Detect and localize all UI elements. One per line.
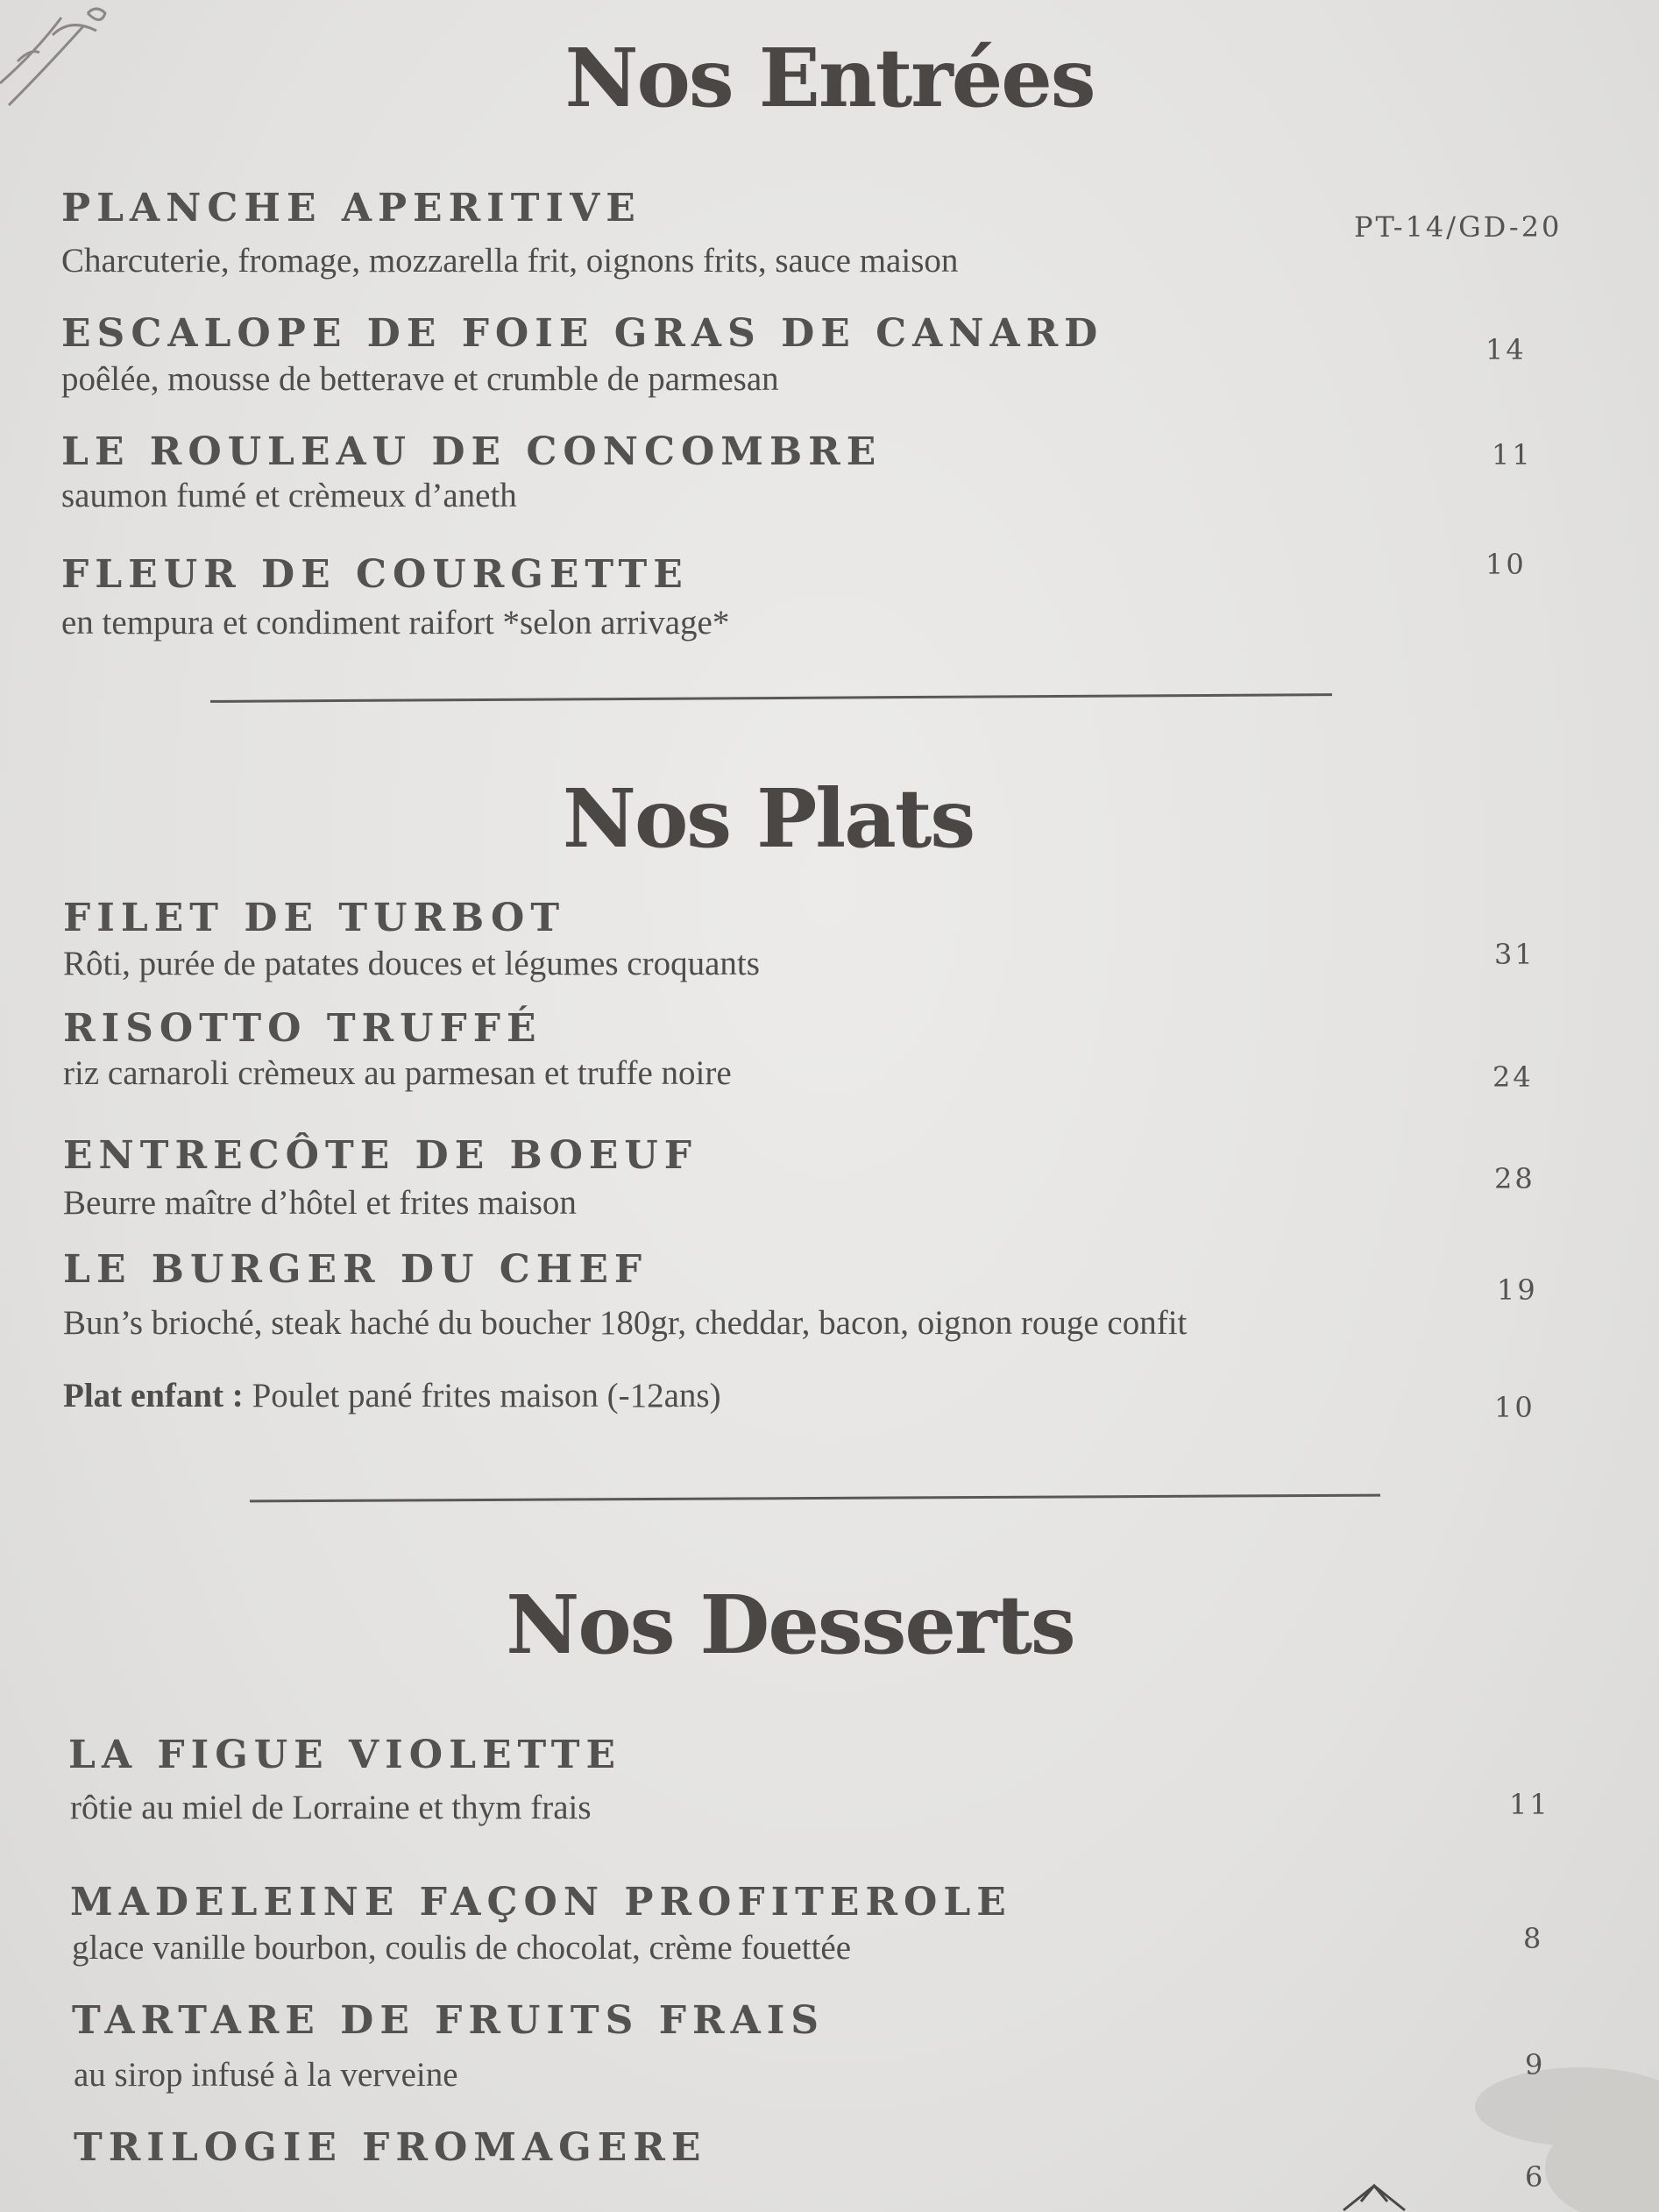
menu-item-description: au sirop infusé à la verveine <box>74 2056 458 2094</box>
menu-item-description: Beurre maître d’hôtel et frites maison <box>63 1184 577 1222</box>
menu-item-description: poêlée, mousse de betterave et crumble de parmesan <box>61 360 779 398</box>
menu-item-price: 6 <box>1525 2160 1546 2194</box>
menu-item-description: Rôti, purée de patates douces et légumes croquants <box>63 945 760 982</box>
menu-item-name: RISOTTO TRUFFÉ <box>63 1006 542 1051</box>
menu-item-price: PT-14/GD-20 <box>1354 210 1563 244</box>
menu-item-description: glace vanille bourbon, coulis de chocolat, crème fouettée <box>72 1929 852 1967</box>
menu-item-name: FILET DE TURBOT <box>63 896 566 940</box>
menu-item-price: 11 <box>1492 438 1533 471</box>
menu-item-name: MADELEINE FAÇON PROFITEROLE <box>70 1880 1012 1925</box>
menu-item-name: TARTARE DE FRUITS FRAIS <box>72 1998 826 2043</box>
menu-item-price: 31 <box>1494 938 1535 971</box>
menu-item-price: 28 <box>1494 1162 1535 1195</box>
menu-item-name: PLANCHE APERITIVE <box>61 186 642 230</box>
menu-item-price: 10 <box>1485 548 1527 581</box>
menu-item-price: 8 <box>1523 1922 1544 1955</box>
menu-item-name: TRILOGIE FROMAGERE <box>74 2125 707 2170</box>
menu-item-price: 19 <box>1497 1273 1538 1307</box>
kids-menu-price: 10 <box>1494 1391 1535 1424</box>
corner-illustration-bottom <box>1291 2054 1659 2212</box>
section-divider <box>210 693 1332 703</box>
menu-item-name: LA FIGUE VIOLETTE <box>68 1733 621 1777</box>
menu-item-description: riz carnaroli crèmeux au parmesan et truffe noire <box>63 1054 732 1092</box>
section-title-entrees: Nos Entrées <box>564 31 1095 125</box>
kids-menu-description: Poulet pané frites maison (-12ans) <box>243 1377 721 1414</box>
kids-menu-label: Plat enfant : <box>63 1377 244 1414</box>
section-title-desserts: Nos Desserts <box>506 1577 1074 1672</box>
menu-item-name: LE ROULEAU DE CONCOMBRE <box>61 429 883 474</box>
menu-item-price: 14 <box>1485 333 1527 366</box>
menu-item-description: saumon fumé et crèmeux d’aneth <box>61 477 517 514</box>
menu-item-description: Bun’s brioché, steak haché du boucher 180gr, cheddar, bacon, oignon rouge confit <box>63 1304 1188 1342</box>
menu-item-name: FLEUR DE COURGETTE <box>61 552 689 597</box>
menu-item-price: 24 <box>1492 1060 1534 1094</box>
menu-item-name: ESCALOPE DE FOIE GRAS DE CANARD <box>61 311 1104 356</box>
section-divider <box>250 1494 1380 1503</box>
kids-menu-line <box>63 1376 721 1415</box>
menu-item-price: 11 <box>1509 1788 1550 1821</box>
menu-item-description: en tempura et condiment raifort *selon arrivage* <box>61 604 730 642</box>
menu-item-description: rôtie au miel de Lorraine et thym frais <box>70 1789 592 1826</box>
menu-item-name: ENTRECÔTE DE BOEUF <box>63 1133 698 1178</box>
section-title-plats: Nos Plats <box>562 771 975 866</box>
menu-item-name: LE BURGER DU CHEF <box>63 1247 649 1292</box>
menu-item-price: 9 <box>1525 2048 1546 2081</box>
menu-item-description: Charcuterie, fromage, mozzarella frit, oignons frits, sauce maison <box>61 242 959 280</box>
